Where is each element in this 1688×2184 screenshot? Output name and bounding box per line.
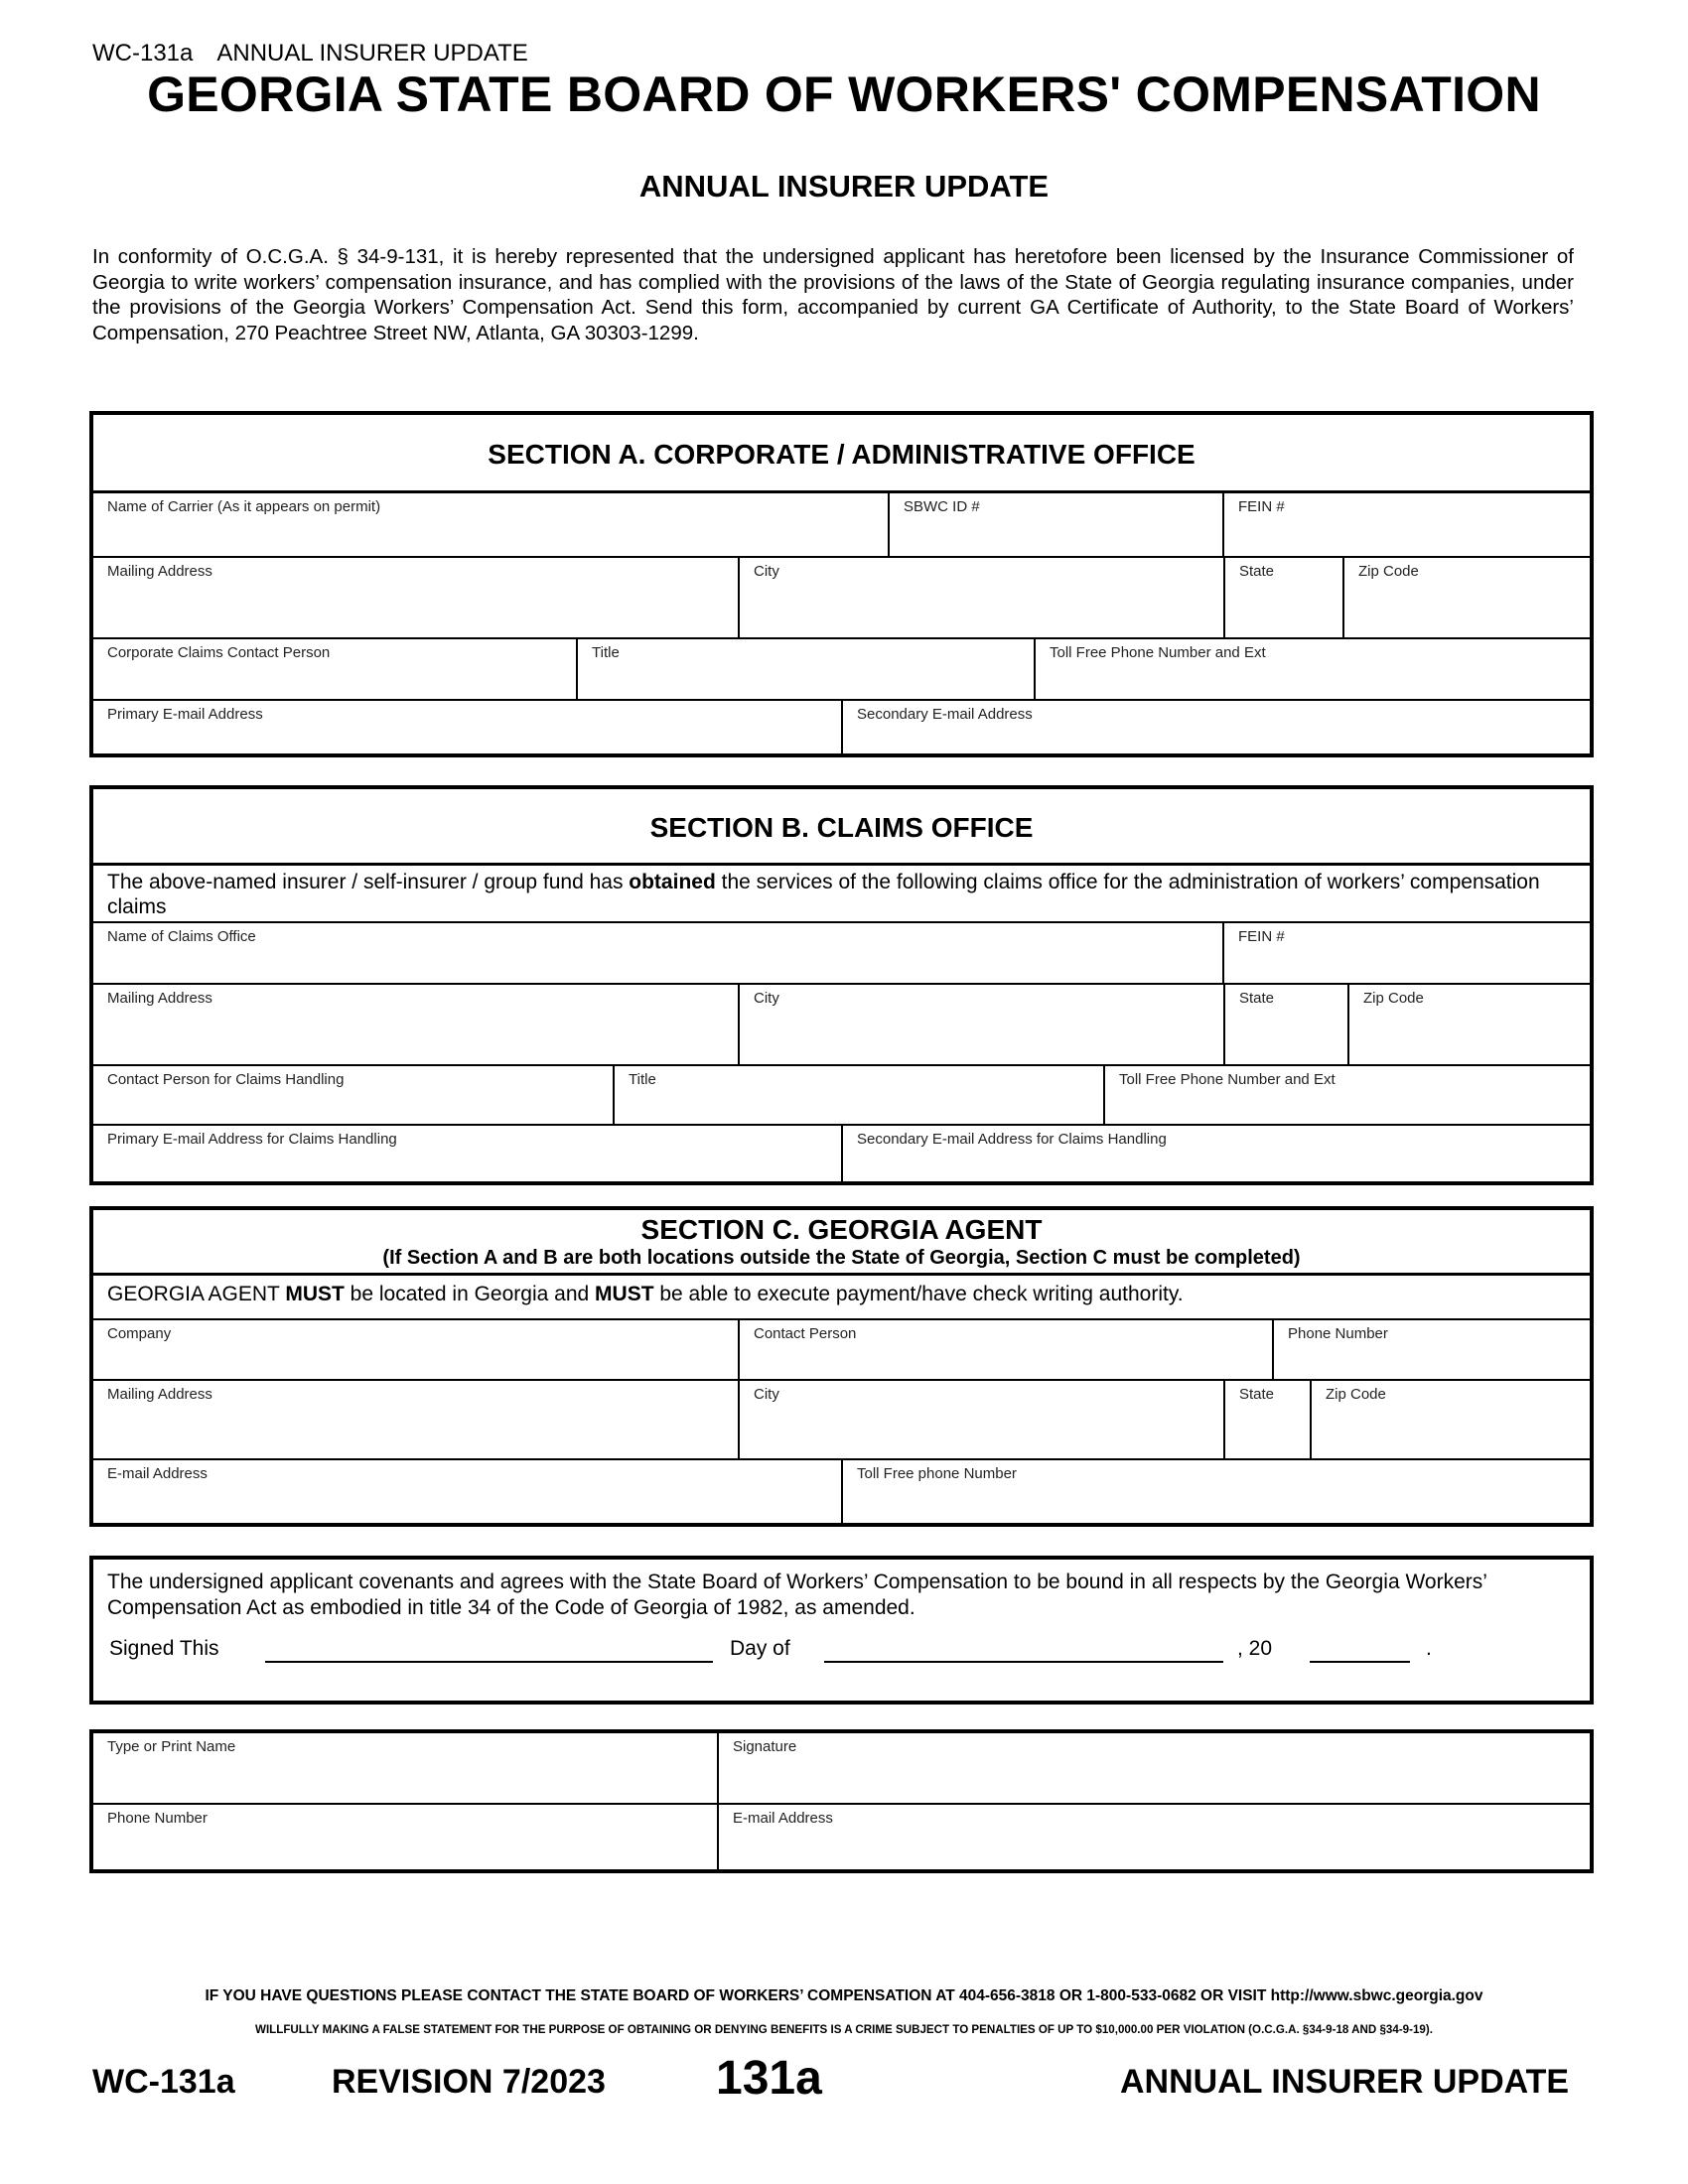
info-bold: MUST	[595, 1283, 654, 1305]
primary-email-field[interactable]: Primary E-mail Address	[107, 706, 263, 723]
intro-paragraph: In conformity of O.C.G.A. § 34-9-131, it is hereby represented that the undersigned applicant has heretofore been licensed by the Insurance Commissioner of Georgia to write workers’ compensation insurance, and has complied with the provisions of the laws of the State of Georgia regulating insurance companies, under the provisions of the Georgia Workers’ Compensation Act. Send this form, accompanied by current GA Certificate of Authority, to the State Board of Workers’ Compensation, 270 Peachtree Street NW, Atlanta, GA 30303-1299.	[92, 245, 1574, 344]
carrier-name-field[interactable]: Name of Carrier (As it appears on permit)	[107, 498, 381, 515]
info-text: be able to execute payment/have check writing authority.	[653, 1283, 1184, 1305]
section-c-subtitle: (If Section A and B are both locations outside the State of Georgia, Section C must be completed)	[382, 1247, 1301, 1269]
mailing-address-field[interactable]: Mailing Address	[107, 990, 212, 1007]
page-subtitle: ANNUAL INSURER UPDATE	[638, 169, 1050, 204]
fein-field[interactable]: FEIN #	[1222, 493, 1590, 556]
mailing-address-field[interactable]: Mailing Address	[107, 1386, 212, 1403]
footer-revision: REVISION 7/2023	[332, 2063, 606, 2101]
section-b-title: SECTION B. CLAIMS OFFICE	[93, 789, 1590, 866]
fein-field[interactable]: FEIN #	[1222, 923, 1590, 983]
toll-free-phone-field[interactable]: Toll Free phone Number	[841, 1460, 1590, 1523]
zip-field[interactable]: Zip Code	[1310, 1381, 1590, 1458]
mailing-address-field[interactable]: Mailing Address	[107, 563, 212, 580]
section-c-header	[93, 1210, 1590, 1276]
secondary-email-field[interactable]: Secondary E-mail Address for Claims Handling	[841, 1126, 1590, 1181]
zip-field[interactable]: Zip Code	[1342, 558, 1590, 637]
info-text: be located in Georgia and	[344, 1283, 596, 1305]
phone-field[interactable]: Toll Free Phone Number and Ext	[1103, 1066, 1590, 1124]
info-bold: MUST	[285, 1283, 345, 1305]
phone-field[interactable]: Phone Number	[1272, 1320, 1590, 1379]
email-field[interactable]: E-mail Address	[717, 1805, 1590, 1869]
page-title: GEORGIA STATE BOARD OF WORKERS' COMPENSATION	[147, 67, 1541, 122]
covenant-text: The undersigned applicant covenants and agrees with the State Board of Workers’ Compensation to be bound in all respects by the Georgia Workers’ Compensation Act as embodied in title 34 of the Code of Georgia of 1982, as amended.	[107, 1570, 1487, 1619]
signature-box	[89, 1729, 1594, 1873]
year-input[interactable]	[1310, 1661, 1410, 1663]
city-field[interactable]: City	[738, 558, 1223, 637]
info-text: the services of the following claims office for the administration of workers’ compensation claims	[107, 871, 1540, 918]
title-field[interactable]: Title	[613, 1066, 1103, 1124]
section-a	[89, 411, 1594, 757]
city-field[interactable]: City	[738, 985, 1223, 1064]
signed-this-label: Signed This	[109, 1637, 219, 1660]
contact-person-field[interactable]: Contact Person	[738, 1320, 1272, 1379]
footer-form-code: WC-131a	[92, 2063, 235, 2101]
info-bold: obtained	[629, 871, 716, 893]
form-header-code	[92, 40, 552, 68]
section-c-info	[93, 1276, 1590, 1318]
phone-field[interactable]: Toll Free Phone Number and Ext	[1034, 639, 1590, 699]
print-name-field[interactable]: Type or Print Name	[107, 1738, 236, 1755]
claims-contact-field[interactable]: Contact Person for Claims Handling	[107, 1071, 345, 1088]
city-field[interactable]: City	[738, 1381, 1223, 1458]
section-a-title: SECTION A. CORPORATE / ADMINISTRATIVE OFFICE	[93, 415, 1590, 493]
contact-person-field[interactable]: Corporate Claims Contact Person	[107, 644, 331, 661]
fraud-warning: WILLFULLY MAKING A FALSE STATEMENT FOR THE PURPOSE OF OBTAINING OR DENYING BENEFITS IS A CRIME SUBJECT TO PENALTIES OF UP TO $10,000.00 PER VIOLATION (O.C.G.A. §34-9-18 AND §34-9-19).	[255, 2023, 1433, 2036]
state-field[interactable]: State	[1223, 1381, 1310, 1458]
year-prefix-label: , 20	[1237, 1637, 1273, 1660]
title-field[interactable]: Title	[576, 639, 1034, 699]
phone-field[interactable]: Phone Number	[107, 1810, 208, 1827]
company-field[interactable]: Company	[107, 1325, 172, 1342]
info-text: The above-named insurer / self-insurer / group fund has	[107, 871, 630, 893]
zip-field[interactable]: Zip Code	[1347, 985, 1590, 1064]
footer-form-number: 131a	[716, 2052, 822, 2105]
section-b	[89, 785, 1594, 1185]
contact-notice: IF YOU HAVE QUESTIONS PLEASE CONTACT THE STATE BOARD OF WORKERS’ COMPENSATION AT 404-656-3818 OR 1-800-533-0682 OR VISIT http://www.sbwc.georgia.gov	[205, 1987, 1483, 2004]
month-input[interactable]	[824, 1661, 1223, 1663]
section-c-title: SECTION C. GEORGIA AGENT	[640, 1214, 1043, 1245]
covenant-box	[89, 1556, 1594, 1705]
state-field[interactable]: State	[1223, 558, 1342, 637]
form-name: ANNUAL INSURER UPDATE	[216, 40, 528, 67]
period: .	[1426, 1637, 1432, 1660]
info-text: GEORGIA AGENT	[107, 1283, 286, 1305]
sbwc-id-field[interactable]: SBWC ID #	[888, 493, 1222, 556]
email-field[interactable]: E-mail Address	[107, 1465, 208, 1482]
signature-field[interactable]: Signature	[717, 1733, 1590, 1803]
day-of-label: Day of	[730, 1637, 790, 1660]
form-code: WC-131a	[92, 40, 194, 67]
section-b-info	[93, 866, 1590, 921]
state-field[interactable]: State	[1223, 985, 1347, 1064]
secondary-email-field[interactable]: Secondary E-mail Address	[841, 701, 1590, 755]
primary-email-field[interactable]: Primary E-mail Address for Claims Handling	[107, 1131, 397, 1148]
claims-office-name-field[interactable]: Name of Claims Office	[107, 928, 256, 945]
section-c	[89, 1206, 1594, 1527]
signed-day-input[interactable]	[265, 1661, 713, 1663]
footer-form-name: ANNUAL INSURER UPDATE	[1120, 2063, 1570, 2101]
